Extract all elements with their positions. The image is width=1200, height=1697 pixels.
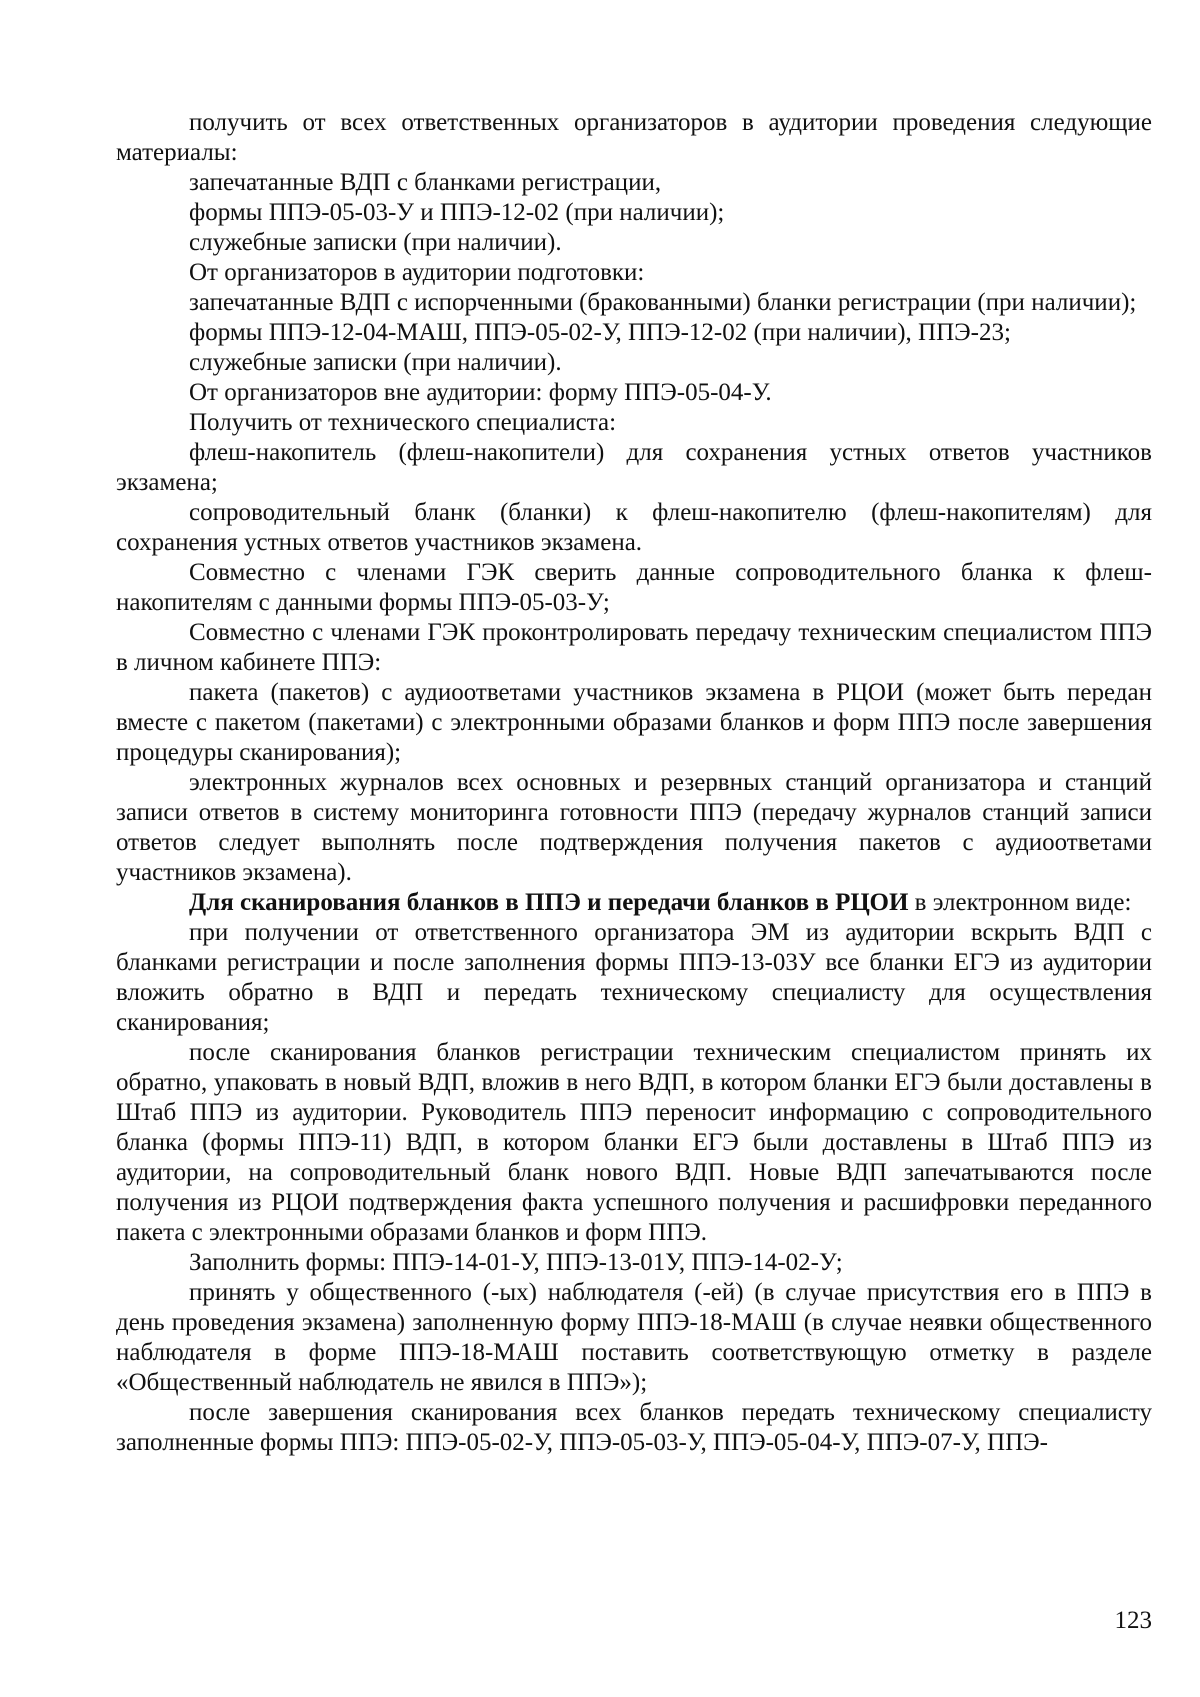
paragraph: Получить от технического специалиста: — [189, 409, 617, 436]
paragraph: флеш-накопитель (флеш-накопители) для сохранения устных ответов участников экзамена; — [116, 439, 1152, 496]
paragraph: после сканирования бланков регистрации техническим специалистом принять их обратно, упаковать в новый ВДП, вложив в него ВДП, в котором бланки ЕГЭ были доставлены в Штаб ППЭ из аудитории. Руководитель ППЭ переносит информацию с сопроводительного бланка (формы ППЭ-11) ВДП, в котором бланки ЕГЭ были доставлены в Штаб ППЭ из аудитории, на сопроводительный бланк нового ВДП. Новые ВДП запечатываются после получения из РЦОИ подтверждения факта успешного получения и расшифровки переданного пакета с электронными образами бланков и форм ППЭ. — [116, 1039, 1152, 1246]
paragraph: служебные записки (при наличии). — [189, 349, 562, 376]
paragraph: электронных журналов всех основных и резервных станций организатора и станций записи ответов в систему мониторинга готовности ППЭ (передачу журналов станций записи ответов следует выполнять после подтверждения получения пакетов с аудиоответами участников экзамена). — [116, 769, 1152, 886]
paragraph: От организаторов в аудитории подготовки: — [189, 259, 645, 286]
paragraph: принять у общественного (-ых) наблюдателя (-ей) (в случае присутствия его в ППЭ в день проведения экзамена) заполненную форму ППЭ-18-МАШ (в случае неявки общественного наблюдателя в форме ППЭ-18-МАШ поставить соответствующую отметку в разделе «Общественный наблюдатель не явился в ППЭ»); — [116, 1279, 1152, 1396]
page-number: 123 — [1114, 1607, 1152, 1634]
section-heading-rest: в электронном виде: — [908, 889, 1132, 916]
paragraph: после завершения сканирования всех бланков передать техническому специалисту заполненные формы ППЭ: ППЭ-05-02-У, ППЭ-05-03-У, ППЭ-05-04-У, ППЭ-07-У, ППЭ- — [116, 1399, 1152, 1456]
paragraph: От организаторов вне аудитории: форму ППЭ-05-04-У. — [189, 379, 772, 406]
paragraph: Заполнить формы: ППЭ-14-01-У, ППЭ-13-01У, ППЭ-14-02-У; — [189, 1249, 843, 1276]
paragraph: при получении от ответственного организатора ЭМ из аудитории вскрыть ВДП с бланками регистрации и после заполнения формы ППЭ-13-03У все бланки ЕГЭ из аудитории вложить обратно в ВДП и передать техническому специалисту для осуществления сканирования; — [116, 919, 1152, 1036]
paragraph: запечатанные ВДП с испорченными (бракованными) бланки регистрации (при наличии); — [189, 289, 1137, 316]
page-body — [116, 108, 1152, 1458]
paragraph: формы ППЭ-12-04-МАШ, ППЭ-05-02-У, ППЭ-12-02 (при наличии), ППЭ-23; — [189, 319, 1011, 346]
paragraph: формы ППЭ-05-03-У и ППЭ-12-02 (при наличии); — [189, 199, 725, 226]
paragraph: пакета (пакетов) с аудиоответами участников экзамена в РЦОИ (может быть передан вместе с пакетом (пакетами) с электронными образами бланков и форм ППЭ после завершения процедуры сканирования); — [116, 679, 1152, 766]
paragraph: сопроводительный бланк (бланки) к флеш-накопителю (флеш-накопителям) для сохранения устных ответов участников экзамена. — [116, 499, 1152, 556]
paragraph: запечатанные ВДП с бланками регистрации, — [189, 169, 662, 196]
paragraph: получить от всех ответственных организаторов в аудитории проведения следующие материалы: — [116, 109, 1152, 166]
paragraph: служебные записки (при наличии). — [189, 229, 562, 256]
section-heading-bold: Для сканирования бланков в ППЭ и передачи бланков в РЦОИ — [189, 889, 909, 916]
section-heading — [116, 888, 1152, 918]
paragraph: Совместно с членами ГЭК сверить данные сопроводительного бланка к флеш-накопителям с данными формы ППЭ-05-03-У; — [116, 559, 1152, 616]
paragraph: Совместно с членами ГЭК проконтролировать передачу техническим специалистом ППЭ в личном кабинете ППЭ: — [116, 619, 1152, 676]
